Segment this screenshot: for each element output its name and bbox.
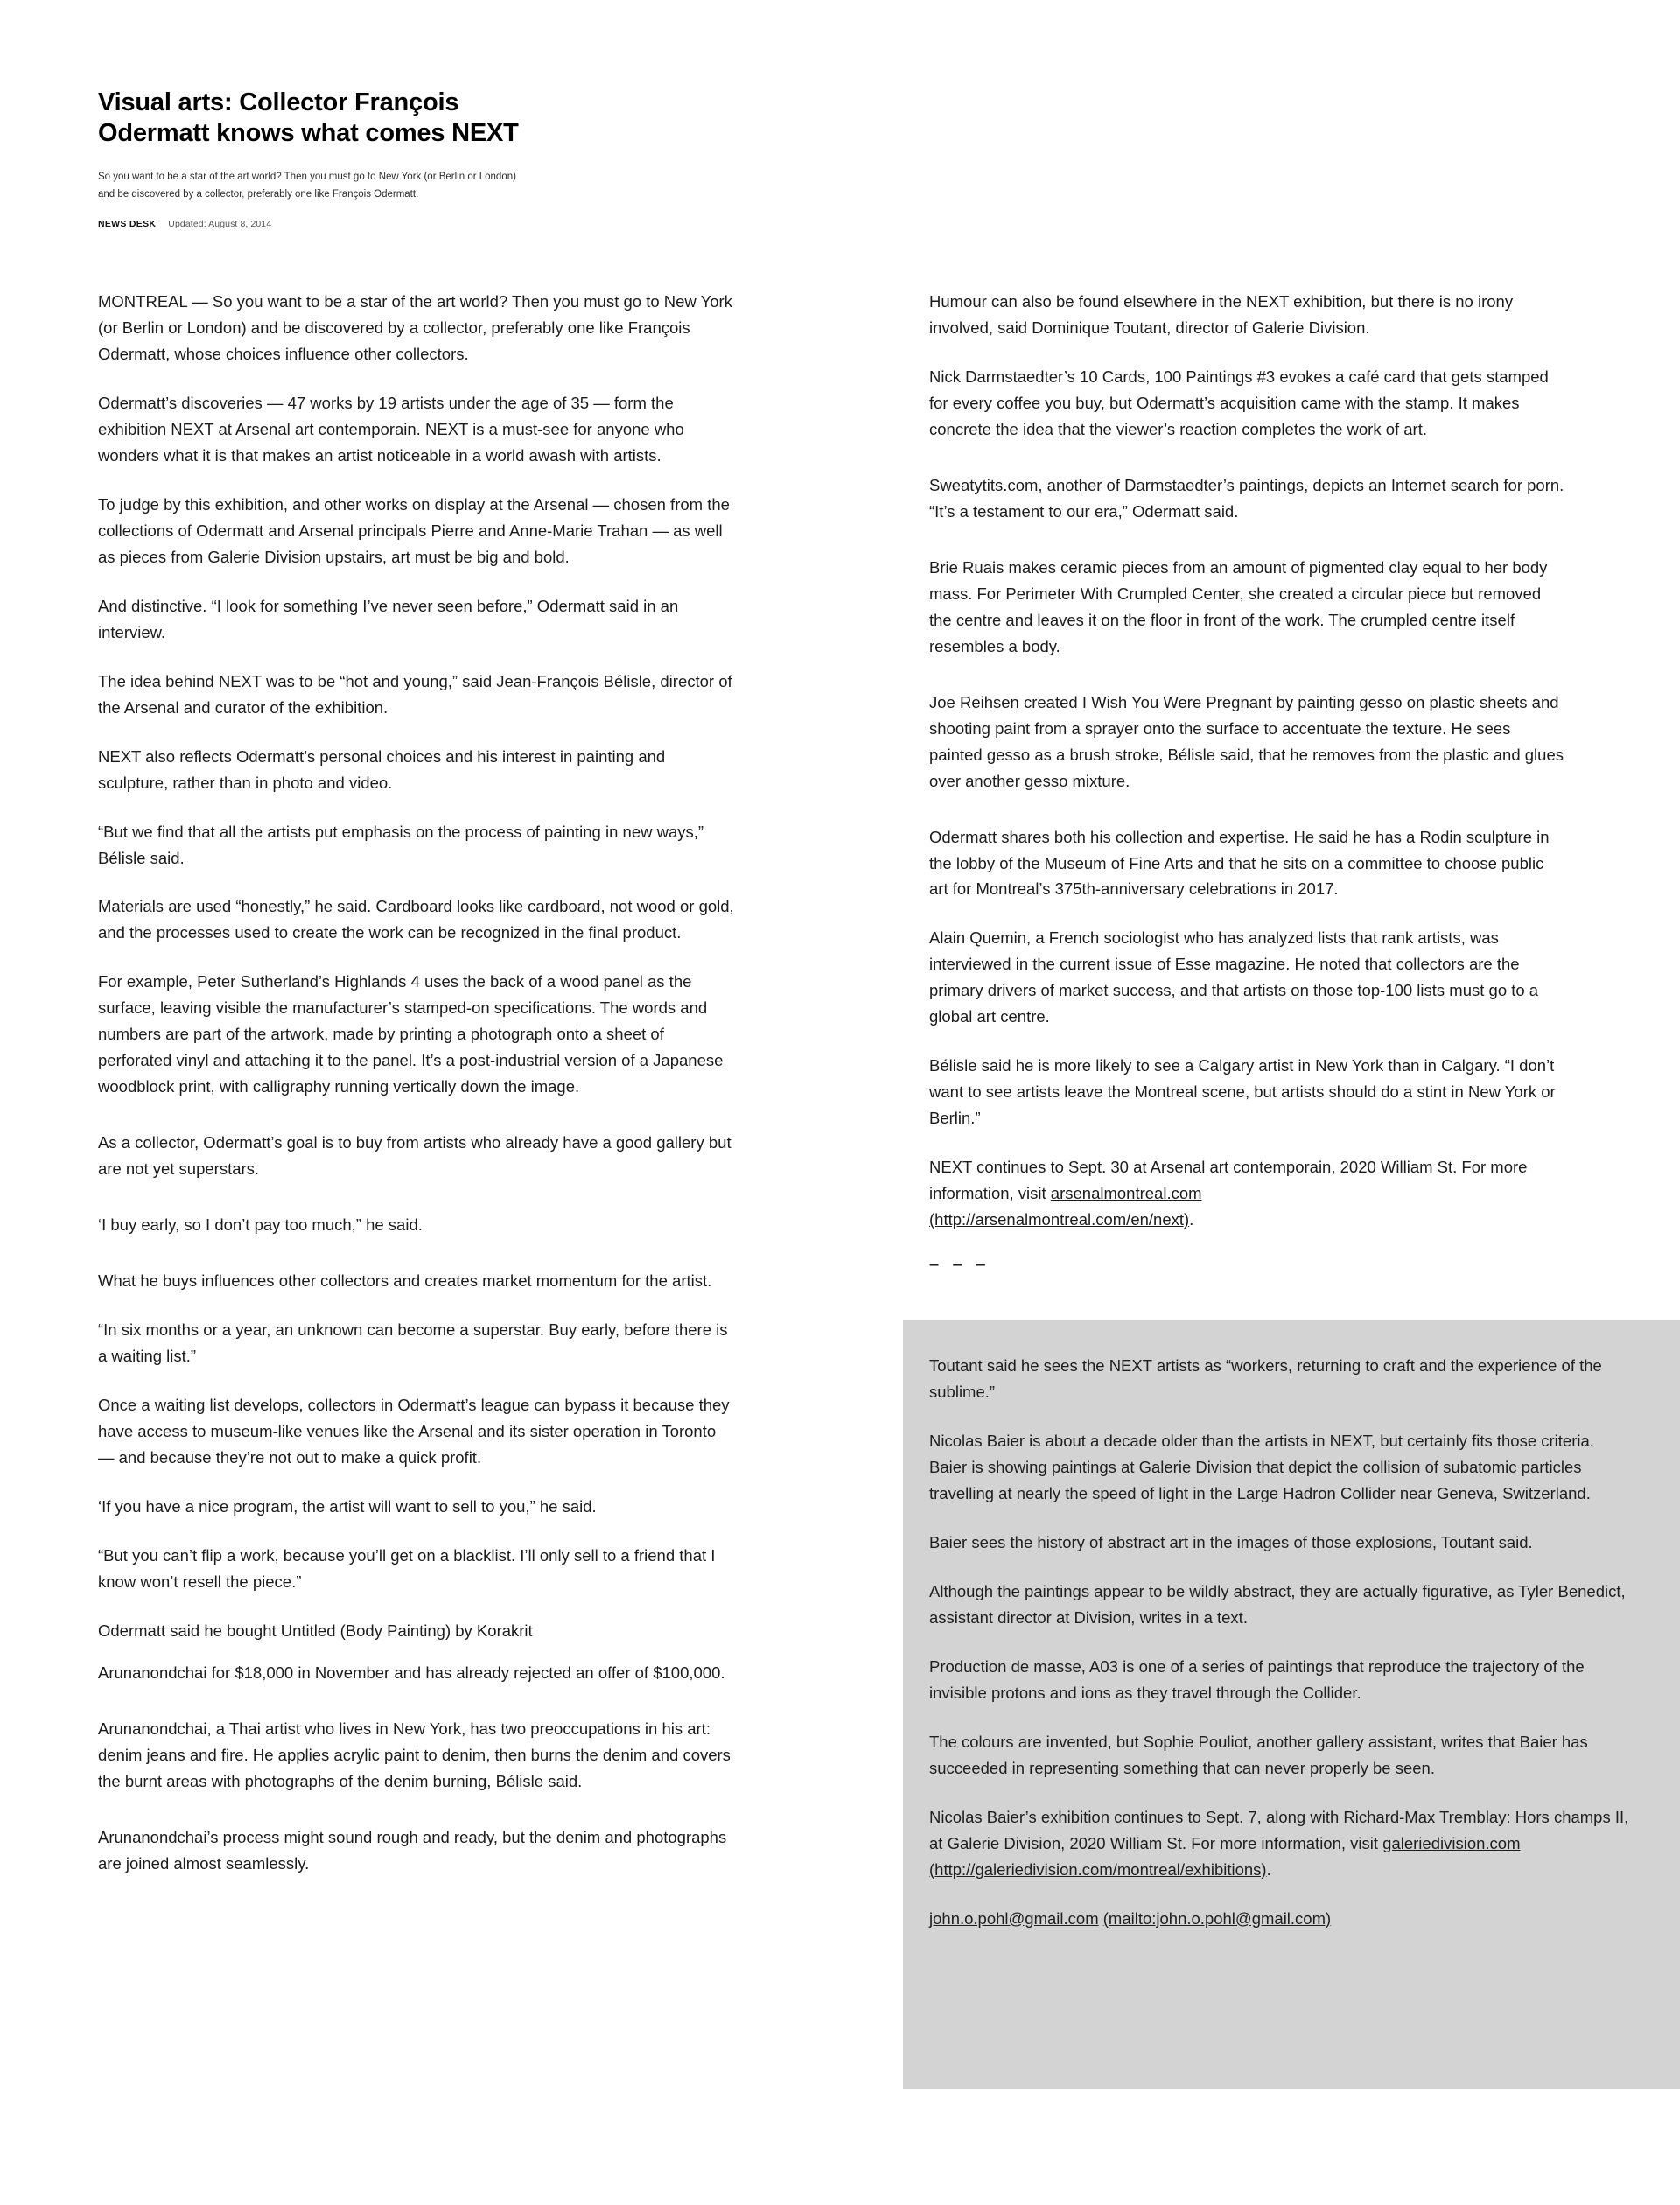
paragraph: Arunanondchai for $18,000 in November and has already rejected an offer of $100,000. bbox=[98, 1662, 725, 1682]
paragraph: For example, Peter Sutherland’s Highlands 4 uses the back of a wood panel as the surface, leaving visible the manufacturer’s stamped-on specifications. The words and numbers are part of the artwork, made by printing a photograph onto a sheet of perforated vinyl and attaching it to the panel. It’s a post-industrial version of a Japanese woodblock print, with calligraphy running vertically down the image. bbox=[98, 972, 724, 1096]
paragraph: “But you can’t flip a work, because you’ll get on a blacklist. I’ll only sell to a friend that I know won’t resell the piece.” bbox=[98, 1545, 716, 1591]
body-column-right bbox=[929, 289, 1566, 1296]
paragraph: Production de masse, A03 is one of a series of paintings that reproduce the trajectory of the invisible protons and ions as they travel through the Collider. bbox=[929, 1656, 1585, 1702]
sidebar-closing-suffix: . bbox=[1266, 1859, 1271, 1879]
author-email-paragraph bbox=[929, 1906, 1636, 1932]
paragraph: Brie Ruais makes ceramic pieces from an amount of pigmented clay equal to her body mass. For Perimeter With Crumpled Center, she created a circular piece but removed the centre and leaves it on the floor in front of the work. The crumpled centre itself resembles a body. bbox=[929, 557, 1548, 655]
closing-suffix: . bbox=[1189, 1210, 1194, 1229]
masthead bbox=[98, 88, 553, 229]
page-title: Visual arts: Collector François Odermatt knows what comes NEXT bbox=[98, 88, 519, 148]
closing-prefix: NEXT continues to Sept. 30 at Arsenal art contemporain, 2020 William St. For more information, visit bbox=[929, 1158, 1528, 1203]
paragraph: To judge by this exhibition, and other works on display at the Arsenal — chosen from the collections of Odermatt and Arsenal principals Pierre and Anne-Marie Trahan — as well as pieces from Galerie Division upstairs, art must be big and bold. bbox=[98, 494, 730, 566]
paragraph: Nicolas Baier is about a decade older than the artists in NEXT, but certainly fits those criteria. Baier is showing paintings at Galerie Division that depict the collision of subatomic particles travelling at nearly the speed of light in the Large Hadron Collider near Geneva, Switzerland. bbox=[929, 1431, 1594, 1502]
paragraph: Humour can also be found elsewhere in the NEXT exhibition, but there is no irony involved, said Dominique Toutant, director of Galerie Division. bbox=[929, 292, 1514, 337]
paragraph: Although the paintings appear to be wildly abstract, they are actually figurative, as Tyler Benedict, assistant director at Division, writes in a text. bbox=[929, 1581, 1626, 1627]
paragraph: MONTREAL — So you want to be a star of the art world? Then you must go to New York (or Berlin or London) and be discovered by a collector, preferably one like François Odermatt, whose choices influence other collectors. bbox=[98, 292, 732, 363]
section-divider: – – – bbox=[929, 1255, 990, 1275]
paragraph: Bélisle said he is more likely to see a Calgary artist in New York than in Calgary. “I don’t want to see artists leave the Montreal scene, but artists should do a stint in New York or Berlin.” bbox=[929, 1056, 1556, 1128]
paragraph: What he buys influences other collectors and creates market momentum for the artist. bbox=[98, 1271, 712, 1291]
paragraph: Odermatt said he bought Untitled (Body Painting) by Korakrit bbox=[98, 1620, 533, 1640]
author-email-link[interactable]: john.o.pohl@gmail.com bbox=[929, 1908, 1099, 1928]
paragraph: Sweatytits.com, another of Darmstaedter’s paintings, depicts an Internet search for porn. “It’s a testament to our era,” Odermatt said. bbox=[929, 475, 1564, 521]
paragraph: “In six months or a year, an unknown can become a superstar. Buy early, before there is a waiting list.” bbox=[98, 1320, 728, 1366]
paragraph: Odermatt’s discoveries — 47 works by 19 artists under the age of 35 — form the exhibition NEXT at Arsenal art contemporain. NEXT is a must-see for anyone who wonders what it is that makes an artist noticeable in a world awash with artists. bbox=[98, 393, 684, 465]
paragraph: Materials are used “honestly,” he said. Cardboard looks like cardboard, not wood or gold, and the processes used to create the work can be recognized in the final product. bbox=[98, 897, 734, 942]
byline bbox=[98, 219, 553, 229]
paragraph: And distinctive. “I look for something I’ve never seen before,” Odermatt said in an interview. bbox=[98, 596, 679, 641]
paragraph: Alain Quemin, a French sociologist who has analyzed lists that rank artists, was interviewed in the current issue of Esse magazine. He noted that collectors are the primary drivers of market success, and that artists on those top-100 lists must go to a global art centre. bbox=[929, 928, 1539, 1026]
paragraph: “But we find that all the artists put emphasis on the process of painting in new ways,” Bélisle said. bbox=[98, 822, 704, 867]
paragraph: Nick Darmstaedter’s 10 Cards, 100 Paintings #3 evokes a café card that gets stamped for every coffee you buy, but Odermatt’s acquisition came with the stamp. It makes concrete the idea that the viewer’s reaction completes the work of art. bbox=[929, 367, 1549, 438]
byline-desk: NEWS DESK bbox=[98, 219, 157, 230]
paragraph: Odermatt shares both his collection and expertise. He said he has a Rodin sculpture in the lobby of the Museum of Fine Arts and that he sits on a committee to choose public art for Montreal’s 375th-anniversary celebrations in 2017. bbox=[929, 827, 1550, 899]
paragraph: ‘If you have a nice program, the artist will want to sell to you,” he said. bbox=[98, 1496, 597, 1516]
sidebar-closing-paragraph bbox=[929, 1804, 1636, 1883]
paragraph: ‘I buy early, so I don’t pay too much,” he said. bbox=[98, 1215, 423, 1235]
paragraph: Baier sees the history of abstract art in the images of those explosions, Toutant said. bbox=[929, 1532, 1533, 1551]
paragraph: As a collector, Odermatt’s goal is to buy from artists who already have a good gallery but are not yet superstars. bbox=[98, 1133, 732, 1179]
byline-updated: Updated: August 8, 2014 bbox=[168, 219, 272, 230]
sidebar-gray-box bbox=[903, 1320, 1680, 2090]
galeriedivision-url[interactable]: (http://galeriedivision.com/montreal/exhibitions) bbox=[929, 1859, 1267, 1879]
standfirst: So you want to be a star of the art world? Then you must go to New York (or Berlin or London) and be discovered by a collector, preferably one like François Odermatt. bbox=[98, 171, 516, 200]
body-column-left bbox=[98, 289, 735, 1900]
paragraph: The colours are invented, but Sophie Pouliot, another gallery assistant, writes that Baier has succeeded in representing something that can never properly be seen. bbox=[929, 1732, 1588, 1777]
paragraph: Joe Reihsen created I Wish You Were Pregnant by painting gesso on plastic sheets and shooting paint from a sprayer onto the surface to accentuate the texture. He sees painted gesso as a brush stroke, Bélisle said, that he removes from the plastic and glues over another gesso mixture. bbox=[929, 692, 1564, 790]
paragraph: Arunanondchai, a Thai artist who lives in New York, has two preoccupations in his art: denim jeans and fire. He applies acrylic paint to denim, then burns the denim and covers the burnt areas with photographs of the denim burning, Bélisle said. bbox=[98, 1718, 731, 1790]
paragraph: Arunanondchai’s process might sound rough and ready, but the denim and photographs are joined almost seamlessly. bbox=[98, 1827, 727, 1872]
arsenalmontreal-url[interactable]: (http://arsenalmontreal.com/en/next) bbox=[929, 1210, 1190, 1229]
paragraph: NEXT also reflects Odermatt’s personal choices and his interest in painting and sculpture, rather than in photo and video. bbox=[98, 746, 666, 792]
paragraph: Once a waiting list develops, collectors in Odermatt’s league can bypass it because they have access to museum-like venues like the Arsenal and its sister operation in Toronto — and because they’re not out to make a quick profit. bbox=[98, 1396, 730, 1466]
author-email-mailto[interactable]: (mailto:john.o.pohl@gmail.com) bbox=[1102, 1908, 1332, 1928]
closing-paragraph bbox=[929, 1154, 1566, 1233]
sidebar-closing-prefix: Nicolas Baier’s exhibition continues to Sept. 7, along with Richard-Max Tremblay: Hors champs II, at Galerie Division, 2020 William St. For more information, visit bbox=[929, 1807, 1629, 1852]
arsenalmontreal-link[interactable]: arsenalmontreal.com bbox=[1050, 1184, 1202, 1203]
galeriedivision-link[interactable]: galeriedivision.com bbox=[1382, 1833, 1521, 1852]
paragraph: Toutant said he sees the NEXT artists as “workers, returning to craft and the experience of the sublime.” bbox=[929, 1356, 1602, 1401]
paragraph: The idea behind NEXT was to be “hot and young,” said Jean-François Bélisle, director of the Arsenal and curator of the exhibition. bbox=[98, 671, 732, 717]
